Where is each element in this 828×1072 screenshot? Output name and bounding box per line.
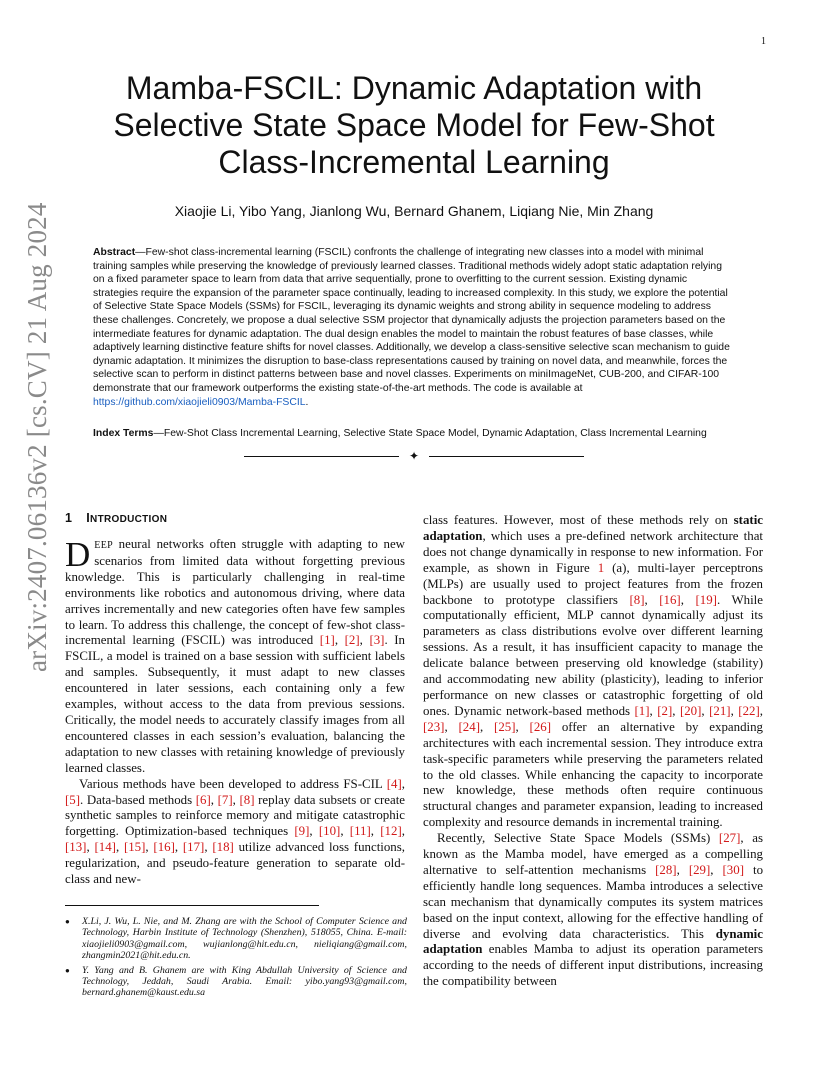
citation-link[interactable]: [24] bbox=[458, 719, 480, 734]
section-heading-introduction bbox=[65, 511, 167, 525]
text-run: to efficiently handle long sequences. Mamba introduces a selective scan mechanism that dynamically computes its system matrices based on the input context, allowing for the effective handling of diverse and evolving data characteristics. This bbox=[423, 862, 764, 941]
text-run: , bbox=[644, 592, 660, 607]
citation-link[interactable]: [2] bbox=[344, 633, 360, 648]
citation-link[interactable]: [22] bbox=[738, 703, 760, 718]
code-url-link[interactable]: https://github.com/xiaojieli0903/Mamba-FSCIL bbox=[93, 396, 306, 408]
text-run: , which uses a pre-defined network architecture that does not change dynamically in response to new information. For example, as shown in Figure bbox=[423, 528, 763, 575]
paragraph bbox=[423, 831, 763, 990]
divider-line-left bbox=[244, 456, 399, 457]
bullet-icon: ● bbox=[65, 965, 70, 975]
text-run: , bbox=[759, 703, 763, 718]
abstract bbox=[93, 246, 735, 409]
title-line: Mamba-FSCIL: Dynamic Adaptation with bbox=[125, 70, 703, 106]
text-run: neural networks often struggle with adapting to new scenarios from limited data without forgetting previous knowledge. This is particularly challenging in real-time environments like robotics and autonomous driving, where data arrives incrementally and new categories often have few samples to learn. To address this challenge, the concept of few-shot class-incremental learning (FSCIL) was introduced bbox=[65, 537, 405, 648]
citation-link[interactable]: [13] bbox=[65, 840, 87, 855]
section-divider bbox=[244, 450, 584, 462]
text-run: , as known as the Mamba model, have emerged as a compelling alternative to self-attention mechanisms bbox=[423, 831, 763, 877]
text-run: , bbox=[672, 703, 680, 718]
text-run: . While computationally efficient, MLP cannot dynamically adjust its parameters as class distributions evolve over different learning sessions. As a result, it has insufficient capacity to manage the delicate balance between preserving old knowledge (stability) and accommodating new ability (plasticity), leading to inferior performance on new classes or catastrophic forgetting of old ones. Dynamic network-based methods bbox=[423, 592, 763, 718]
text-run: , bbox=[204, 840, 213, 855]
index-terms-text: —Few-Shot Class Incremental Learning, Selective State Space Model, Dynamic Adaptation, Class Incremental Learning bbox=[153, 428, 707, 439]
citation-link[interactable]: [11] bbox=[349, 824, 371, 839]
text-run: , bbox=[359, 633, 370, 648]
citation-link[interactable]: [2] bbox=[657, 703, 673, 718]
citation-link[interactable]: [19] bbox=[695, 592, 717, 607]
right-column bbox=[423, 513, 763, 990]
text-run: . Data-based methods bbox=[80, 792, 196, 807]
citation-link[interactable]: [28] bbox=[655, 862, 677, 877]
text-run: , bbox=[710, 862, 723, 877]
text-run: , bbox=[232, 792, 240, 807]
title-line: Selective State Space Model for Few-Shot bbox=[113, 107, 715, 143]
text-run: Various methods have been developed to address FS-CIL bbox=[79, 776, 387, 791]
footnote-text: X.Li, J. Wu, L. Nie, and M. Zhang are with the School of Computer Science and Technology, Harbin Institute of Technology (Shenzhen), 518055, China. E-mail: xiaojieli0903@gmail.com, wujianlong@hit.edu.cn, nieliqiang@gmail.com, zhangmin2021@hit.edu.cn. bbox=[82, 916, 407, 962]
citation-link[interactable]: [6] bbox=[195, 792, 211, 807]
text-run: . In FSCIL, a model is trained on a base session with sufficient labels and samples. Subsequently, it must adapt to new classes encountered in later sessions, each containing only a few examples, without access to the data from previous sessions. Critically, the model needs to accurately classify images from all encountered classes in each session’s evaluation, balancing the adaptation to new classes with retaining knowledge of previously learned classes. bbox=[65, 633, 405, 775]
text-run: , bbox=[730, 703, 739, 718]
text-run: offer an alternative by expanding architectures with each incremental session. They introduce extra task-specific parameters while preserving the parameters related to the old classes. While enhancing the capacity to incorporate new knowledge, these methods often require continuous structural changes and parameter expansion, leading to increased complexity and resource demands in incremental training. bbox=[423, 719, 763, 830]
citation-link[interactable]: [26] bbox=[529, 719, 552, 734]
citation-link[interactable]: [12] bbox=[380, 824, 402, 839]
text-run: , bbox=[676, 862, 689, 877]
citation-link[interactable]: [25] bbox=[494, 719, 516, 734]
paragraph bbox=[65, 537, 405, 777]
text-run: , bbox=[86, 840, 95, 855]
citation-link[interactable]: [29] bbox=[688, 862, 711, 877]
paragraph bbox=[65, 777, 405, 888]
text-run: Recently, Selective State Space Models (SSMs) bbox=[437, 831, 719, 846]
citation-link[interactable]: [23] bbox=[423, 719, 445, 734]
footnote-affiliation bbox=[65, 965, 407, 999]
emphasis-static-adaptation: static adaptation bbox=[423, 513, 763, 543]
citation-link[interactable]: [20] bbox=[679, 703, 702, 718]
text-run: , bbox=[174, 840, 183, 855]
citation-link[interactable]: [7] bbox=[217, 792, 233, 807]
citation-link[interactable]: [16] bbox=[153, 840, 175, 855]
footnote-affiliation bbox=[65, 916, 407, 962]
text-run: , bbox=[334, 633, 345, 648]
citation-link[interactable]: [1] bbox=[634, 703, 650, 718]
left-column bbox=[65, 537, 405, 888]
index-terms-label: Index Terms bbox=[93, 428, 154, 439]
abstract-text: —Few-shot class-incremental learning (FSCIL) confronts the challenge of integrating new classes into a model with minimal training samples while preserving the knowledge of previously learned classes. Traditional methods widely adopt static adaptation relying on a fixed parameter space to learn from data that arrive sequentially, prone to overfitting to the current session. Existing dynamic strategies require the expansion of the parameter space continually, leading to increased complexity. In this study, we explore the potential of Selective State Space Models (SSMs) for FSCIL, leveraging its dynamic weights and strong ability in sequence modeling to address these challenges. Concretely, we propose a dual selective SSM projector that dynamically adjusts the projection parameters based on the intermediate features for dynamic adaptation. The dual design enables the model to maintain the robust features of base classes, while adaptively learning distinctive feature shifts for novel classes. Additionally, we develop a class-sensitive selective scan mechanism to guide dynamic adaptation. It minimizes the disruption to base-class representations caused by training on novel data, and meanwhile, forces the selective scan to perform in distinct patterns between base and novel classes. Experiments on miniImageNet, CUB-200, and CIFAR-100 demonstrate that our framework outperforms the existing state-of-the-art methods. The code is available at bbox=[93, 247, 730, 394]
title-line: Class-Incremental Learning bbox=[218, 144, 610, 180]
footnotes bbox=[65, 916, 407, 1002]
citation-link[interactable]: [27] bbox=[718, 831, 741, 846]
index-terms bbox=[93, 428, 753, 439]
text-run: , bbox=[115, 840, 124, 855]
footnote-text: Y. Yang and B. Ghanem are with King Abdullah University of Science and Technology, Jeddah, Saudi Arabia. Email: yibo.yang93@gmail.com, bernard.ghanem@kaust.edu.sa bbox=[82, 964, 407, 999]
citation-link[interactable]: [17] bbox=[182, 840, 205, 855]
section-number: 1 bbox=[65, 511, 73, 525]
citation-link[interactable]: [8] bbox=[629, 592, 645, 607]
text-run: , bbox=[370, 824, 381, 839]
citation-link[interactable]: [8] bbox=[239, 792, 255, 807]
text-run: , bbox=[401, 824, 405, 839]
citation-link[interactable]: [16] bbox=[659, 592, 681, 607]
figure-reference-link[interactable]: 1 bbox=[597, 560, 605, 575]
text-run: , bbox=[515, 719, 530, 734]
divider-diamond-icon: ✦ bbox=[409, 449, 420, 463]
citation-link[interactable]: [4] bbox=[386, 776, 402, 791]
footnote-rule bbox=[65, 905, 319, 906]
citation-link[interactable]: [14] bbox=[94, 840, 116, 855]
emphasis-dynamic-adaptation: dynamic adaptation bbox=[423, 926, 763, 957]
citation-link[interactable]: [3] bbox=[369, 633, 385, 648]
citation-link[interactable]: [15] bbox=[123, 840, 146, 855]
text-run: , bbox=[680, 592, 696, 607]
text-run: , bbox=[309, 824, 319, 839]
citation-link[interactable]: [1] bbox=[319, 633, 335, 648]
citation-link[interactable]: [10] bbox=[318, 824, 341, 839]
citation-link[interactable]: [9] bbox=[294, 824, 310, 839]
abstract-label: Abstract bbox=[93, 247, 136, 258]
divider-line-right bbox=[429, 456, 584, 457]
text-run: , bbox=[444, 719, 459, 734]
smallcaps-lead: EEP bbox=[94, 540, 113, 551]
citation-link[interactable]: [5] bbox=[65, 792, 81, 807]
drop-cap: D bbox=[65, 535, 91, 574]
page-number: 1 bbox=[761, 36, 766, 47]
text-run: enables Mamba to adjust its operation parameters according to the needs of different input distributions, increasing the compatibility between bbox=[423, 942, 763, 989]
citation-link[interactable]: [30] bbox=[722, 862, 744, 877]
section-title-initial: I bbox=[86, 511, 91, 525]
text-run: class features. However, most of these methods rely on bbox=[423, 513, 734, 527]
text-run: , bbox=[480, 719, 495, 734]
paper-title bbox=[80, 70, 748, 181]
text-run: (a), multi-layer perceptrons (MLPs) are usually used to project features from the frozen backbone to prototype classifiers bbox=[423, 560, 763, 607]
text-run: utilize advanced loss functions, regularization, and pseudo-feature generation to separate old-class and new- bbox=[65, 840, 405, 887]
abstract-end: . bbox=[305, 396, 309, 408]
text-run: , bbox=[340, 824, 350, 839]
text-run: , bbox=[401, 776, 405, 791]
text-run: , bbox=[145, 840, 154, 855]
paragraph bbox=[423, 513, 763, 831]
bullet-icon: ● bbox=[65, 917, 70, 926]
arxiv-identifier-stamp: arXiv:2407.06136v2 [cs.CV] 21 Aug 2024 bbox=[22, 202, 52, 672]
text-run: , bbox=[649, 703, 658, 718]
citation-link[interactable]: [21] bbox=[709, 703, 731, 718]
text-run: , bbox=[210, 792, 218, 807]
author-list: Xiaojie Li, Yibo Yang, Jianlong Wu, Bernard Ghanem, Liqiang Nie, Min Zhang bbox=[174, 203, 654, 219]
citation-link[interactable]: [18] bbox=[212, 840, 234, 855]
text-run: replay data subsets or create synthetic samples to reinforce memory and mitigate catastrophic forgetting. Optimization-based techniques bbox=[65, 792, 405, 839]
text-run: , bbox=[701, 703, 710, 718]
section-title-rest: NTRODUCTION bbox=[90, 514, 168, 525]
